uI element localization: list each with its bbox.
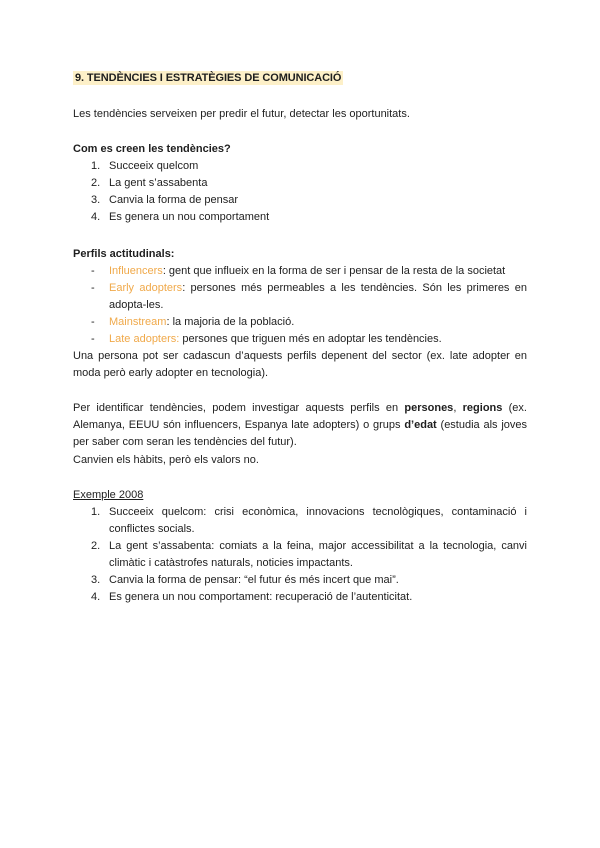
bold-regions: regions bbox=[462, 402, 503, 414]
creation-title: Com es creen les tendències? bbox=[73, 143, 231, 155]
profiles-title: Perfils actitudinals: bbox=[73, 248, 175, 260]
intro-paragraph: Les tendències serveixen per predir el futur, detectar les oportunitats. bbox=[73, 108, 410, 120]
list-text: Es genera un nou comportament bbox=[109, 211, 270, 223]
list-bullet: - bbox=[91, 265, 95, 277]
list-text: Canvia la forma de pensar: “el futur és més incert que mai”. bbox=[109, 574, 399, 586]
list-item bbox=[73, 572, 527, 589]
example-title: Exemple 2008 bbox=[73, 489, 144, 501]
list-text: Canvia la forma de pensar bbox=[109, 194, 239, 206]
profiles-list bbox=[73, 263, 527, 348]
list-text: Es genera un nou comportament: recuperació de l’autenticitat. bbox=[109, 591, 413, 603]
profile-term: Mainstream bbox=[109, 316, 167, 328]
profile-term: Influencers bbox=[109, 265, 163, 277]
profile-description: persones que triguen més en adoptar les tendències. bbox=[179, 333, 442, 345]
list-number: 2. bbox=[91, 177, 101, 189]
profile-description: : gent que influeix en la forma de ser i pensar de la resta de la societat bbox=[162, 265, 506, 277]
list-item bbox=[73, 314, 527, 331]
identify-paragraph bbox=[73, 400, 527, 451]
profile-description: : la majoria de la població. bbox=[166, 316, 295, 328]
profile-term: Late adopters: bbox=[109, 333, 180, 345]
list-text: Succeeix quelcom: crisi econòmica, innovacions tecnològiques, contaminació i conflictes socials. bbox=[109, 506, 527, 535]
list-item bbox=[73, 504, 527, 538]
list-number: 1. bbox=[91, 506, 101, 518]
list-bullet: - bbox=[91, 316, 95, 328]
list-item bbox=[73, 538, 527, 572]
list-item bbox=[73, 263, 527, 280]
list-number: 4. bbox=[91, 211, 101, 223]
text-run: Per identificar tendències, podem investigar aquests perfils en bbox=[73, 402, 405, 414]
example-list bbox=[73, 504, 527, 606]
list-number: 1. bbox=[91, 160, 101, 172]
text-run: (ex. Alemanya, EEUU són influencers, Espanya late adopters) o grups bbox=[73, 402, 527, 431]
bold-edat: d’edat bbox=[404, 419, 437, 431]
section-heading: 9. TENDÈNCIES I ESTRATÈGIES DE COMUNICACIÓ bbox=[75, 72, 342, 84]
list-item bbox=[73, 158, 527, 175]
list-text: Succeeix quelcom bbox=[109, 160, 199, 172]
list-item bbox=[73, 175, 527, 192]
profile-term: Early adopters bbox=[109, 282, 183, 294]
list-number: 3. bbox=[91, 194, 101, 206]
list-number: 4. bbox=[91, 591, 101, 603]
profiles-note: Una persona pot ser cadascun d’aquests perfils depenent del sector (ex. late adopter en moda però early adopter en tecnologia). bbox=[73, 350, 527, 379]
list-bullet: - bbox=[91, 282, 95, 294]
list-item bbox=[73, 192, 527, 209]
list-item bbox=[73, 589, 527, 606]
list-bullet: - bbox=[91, 333, 95, 345]
text-run: , bbox=[453, 402, 463, 414]
creation-list bbox=[73, 158, 527, 226]
profile-description: : persones més permeables a les tendències. Són les primeres en adopta-les. bbox=[109, 282, 527, 311]
list-item bbox=[73, 280, 527, 314]
habits-paragraph: Canvien els hàbits, però els valors no. bbox=[73, 454, 259, 466]
list-number: 2. bbox=[91, 540, 101, 552]
bold-persones: persones bbox=[404, 402, 454, 414]
text-run: (estudia als joves per saber com seran les tendències del futur). bbox=[73, 419, 527, 448]
list-text: La gent s’assabenta bbox=[109, 177, 208, 189]
list-item bbox=[73, 331, 527, 348]
list-item bbox=[73, 209, 527, 226]
list-number: 3. bbox=[91, 574, 101, 586]
list-text: La gent s’assabenta: comiats a la feina, major accessibilitat a la tecnologia, canvi climàtic i catàstrofes naturals, noticies impactants. bbox=[109, 540, 527, 569]
